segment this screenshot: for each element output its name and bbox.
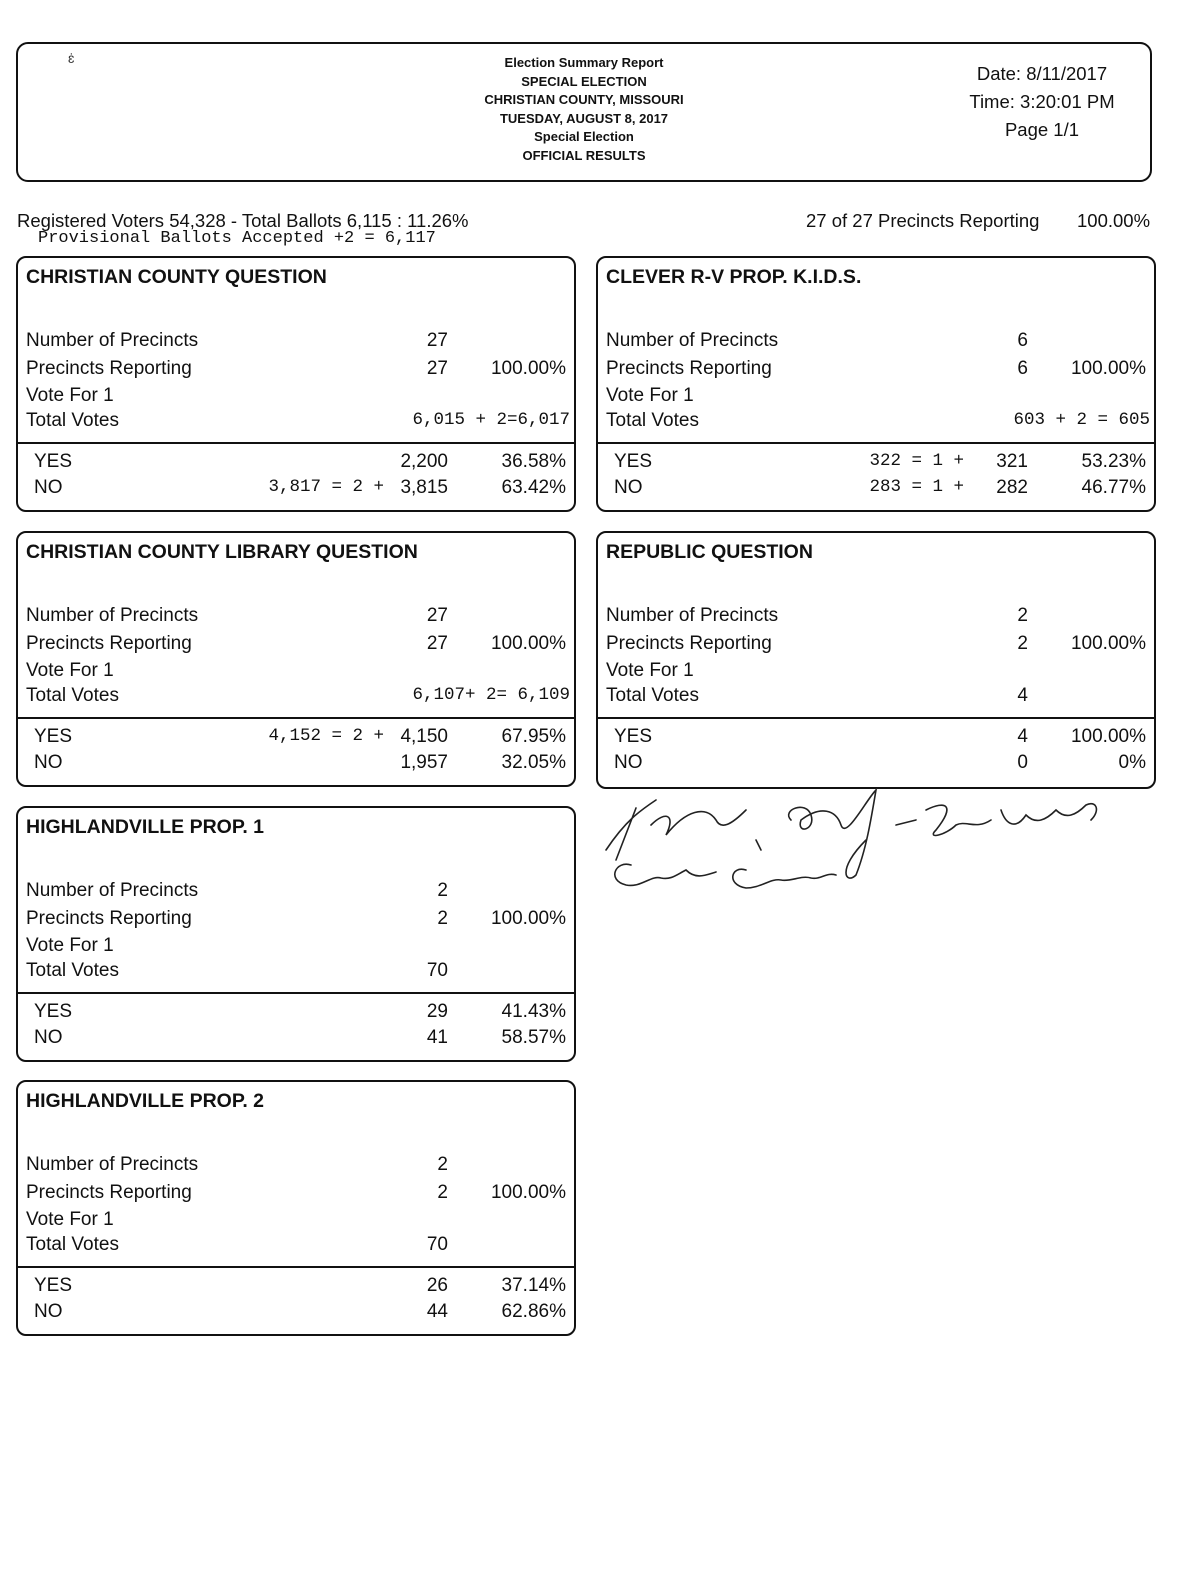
precincts-reporting-value: 6 — [1017, 358, 1028, 379]
precincts-reporting-pct: 100.00% — [1070, 358, 1146, 379]
vote-for-row — [18, 660, 574, 687]
vote-for-row — [598, 660, 1154, 687]
yes-handwritten-note: 4,152 = 2 + — [268, 726, 384, 746]
vote-for-label: Vote For 1 — [26, 660, 114, 681]
no-votes: 41 — [426, 1027, 448, 1048]
yes-row — [18, 451, 574, 478]
yes-row — [18, 1275, 574, 1302]
results-divider — [598, 442, 1154, 444]
no-label: NO — [34, 1301, 63, 1322]
results-divider — [18, 992, 574, 994]
no-handwritten-note: 3,817 = 2 + — [268, 477, 384, 497]
no-pct: 0% — [1118, 752, 1146, 773]
yes-pct: 67.95% — [501, 726, 566, 747]
yes-votes: 4,150 — [400, 726, 448, 747]
total-votes-value: 6,015 + 2=6,017 — [412, 410, 570, 430]
results-divider — [18, 442, 574, 444]
yes-row — [18, 1001, 574, 1028]
contest-box — [16, 806, 576, 1062]
results-status: OFFICIAL RESULTS — [522, 147, 646, 163]
yes-votes: 26 — [426, 1275, 448, 1296]
contest-title: HIGHLANDVILLE PROP. 2 — [26, 1090, 265, 1112]
provisional-ballots-note: Provisional Ballots Accepted +2 = 6,117 — [38, 229, 436, 248]
total-votes-value: 603 + 2 = 605 — [1013, 410, 1150, 430]
total-votes-label: Total Votes — [606, 410, 699, 431]
num-precincts-label: Number of Precincts — [26, 605, 199, 626]
total-votes-value: 70 — [426, 960, 448, 981]
num-precincts-label: Number of Precincts — [606, 605, 779, 626]
contest-box — [16, 256, 576, 512]
precincts-reporting-row — [18, 1182, 574, 1209]
precincts-reporting-label: Precincts Reporting — [26, 1182, 192, 1203]
total-votes-value: 4 — [1017, 685, 1028, 706]
precincts-reporting-row — [18, 358, 574, 385]
num-precincts-row — [598, 330, 1154, 357]
total-votes-value: 70 — [426, 1234, 448, 1255]
precincts-reporting-value: 27 — [426, 358, 448, 379]
no-label: NO — [614, 752, 643, 773]
total-votes-row — [598, 685, 1154, 712]
no-row — [18, 752, 574, 779]
signatures-image — [596, 780, 1116, 900]
vote-for-label: Vote For 1 — [606, 385, 694, 406]
precincts-reporting-row — [18, 633, 574, 660]
no-votes: 44 — [426, 1301, 448, 1322]
report-header — [16, 42, 1152, 182]
yes-row — [18, 726, 574, 753]
results-divider — [598, 717, 1154, 719]
precincts-reporting-value: 2 — [437, 1182, 448, 1203]
num-precincts-value: 2 — [437, 1154, 448, 1175]
election-type: SPECIAL ELECTION — [521, 73, 647, 89]
no-handwritten-note: 283 = 1 + — [869, 477, 964, 497]
precincts-reporting-summary: 27 of 27 Precincts Reporting — [806, 210, 1040, 231]
no-row — [18, 1027, 574, 1054]
precincts-reporting-row — [18, 908, 574, 935]
vote-for-row — [18, 385, 574, 412]
yes-pct: 100.00% — [1070, 726, 1146, 747]
contest-title: CLEVER R-V PROP. K.I.D.S. — [606, 266, 862, 288]
precincts-reporting-label: Precincts Reporting — [26, 908, 192, 929]
vote-for-label: Vote For 1 — [26, 385, 114, 406]
precincts-reporting-pct: 100.00% — [490, 908, 566, 929]
precincts-reporting-row — [598, 633, 1154, 660]
num-precincts-row — [18, 1154, 574, 1181]
precincts-reporting-pct: 100.00% — [490, 358, 566, 379]
total-votes-row — [18, 960, 574, 987]
no-pct: 63.42% — [501, 477, 566, 498]
num-precincts-label: Number of Precincts — [26, 330, 199, 351]
report-date: Date: 8/11/2017 — [976, 63, 1108, 84]
precincts-reporting-label: Precincts Reporting — [606, 358, 772, 379]
yes-row — [598, 726, 1154, 753]
no-votes: 3,815 — [400, 477, 448, 498]
no-row — [598, 477, 1154, 504]
precincts-reporting-pct: 100.00% — [490, 633, 566, 654]
yes-label: YES — [34, 1275, 73, 1296]
county-name: CHRISTIAN COUNTY, MISSOURI — [484, 92, 684, 107]
vote-for-row — [598, 385, 1154, 412]
no-pct: 62.86% — [501, 1301, 566, 1322]
yes-votes: 2,200 — [400, 451, 448, 472]
precincts-reporting-value: 27 — [426, 633, 448, 654]
no-pct: 32.05% — [501, 752, 566, 773]
contest-box — [16, 531, 576, 787]
total-votes-label: Total Votes — [26, 685, 119, 706]
total-votes-label: Total Votes — [606, 685, 699, 706]
election-date: TUESDAY, AUGUST 8, 2017 — [499, 110, 669, 126]
no-row — [598, 752, 1154, 779]
yes-label: YES — [614, 726, 653, 747]
contest-title: HIGHLANDVILLE PROP. 1 — [26, 816, 265, 838]
num-precincts-row — [18, 330, 574, 357]
num-precincts-row — [598, 605, 1154, 632]
precincts-reporting-pct: 100.00% — [1077, 210, 1151, 231]
report-time: Time: 3:20:01 PM — [969, 91, 1115, 112]
vote-for-row — [18, 935, 574, 962]
report-title: Election Summary Report — [504, 55, 664, 70]
num-precincts-value: 6 — [1017, 330, 1028, 351]
yes-pct: 37.14% — [501, 1275, 566, 1296]
no-pct: 58.57% — [501, 1027, 566, 1048]
precincts-reporting-label: Precincts Reporting — [26, 633, 192, 654]
precincts-reporting-label: Precincts Reporting — [26, 358, 192, 379]
num-precincts-label: Number of Precincts — [26, 880, 199, 901]
contest-title: CHRISTIAN COUNTY QUESTION — [26, 266, 327, 288]
no-label: NO — [34, 1027, 63, 1048]
page-number: Page 1/1 — [1004, 119, 1080, 140]
contest-box — [596, 531, 1156, 789]
total-votes-label: Total Votes — [26, 1234, 119, 1255]
no-row — [18, 477, 574, 504]
contest-box — [16, 1080, 576, 1336]
total-votes-row — [18, 1234, 574, 1261]
yes-label: YES — [34, 1001, 73, 1022]
results-divider — [18, 1266, 574, 1268]
num-precincts-value: 27 — [426, 605, 448, 626]
total-votes-label: Total Votes — [26, 410, 119, 431]
precincts-reporting-pct: 100.00% — [490, 1182, 566, 1203]
yes-pct: 53.23% — [1081, 451, 1146, 472]
total-votes-row — [18, 685, 574, 712]
yes-votes: 4 — [1017, 726, 1028, 747]
precincts-reporting-value: 2 — [437, 908, 448, 929]
num-precincts-row — [18, 880, 574, 907]
yes-votes: 321 — [996, 451, 1028, 472]
yes-label: YES — [614, 451, 653, 472]
precincts-reporting-label: Precincts Reporting — [606, 633, 772, 654]
total-votes-row — [598, 410, 1154, 437]
yes-label: YES — [34, 726, 73, 747]
yes-pct: 41.43% — [501, 1001, 566, 1022]
no-votes: 282 — [996, 477, 1028, 498]
registered-voters-summary: Registered Voters 54,328 - Total Ballots 6,115 : 11.26% — [17, 210, 469, 231]
yes-pct: 36.58% — [501, 451, 566, 472]
results-divider — [18, 717, 574, 719]
num-precincts-value: 27 — [426, 330, 448, 351]
no-label: NO — [34, 752, 63, 773]
vote-for-row — [18, 1209, 574, 1236]
contest-box — [596, 256, 1156, 512]
num-precincts-row — [18, 605, 574, 632]
num-precincts-label: Number of Precincts — [26, 1154, 199, 1175]
yes-row — [598, 451, 1154, 478]
no-row — [18, 1301, 574, 1328]
no-votes: 1,957 — [400, 752, 448, 773]
no-pct: 46.77% — [1081, 477, 1146, 498]
num-precincts-value: 2 — [1017, 605, 1028, 626]
election-name: Special Election — [534, 129, 634, 144]
total-votes-value: 6,107+ 2= 6,109 — [412, 685, 570, 705]
precincts-reporting-pct: 100.00% — [1070, 633, 1146, 654]
yes-votes: 29 — [426, 1001, 448, 1022]
contest-title: REPUBLIC QUESTION — [606, 541, 813, 563]
no-label: NO — [34, 477, 63, 498]
contest-title: CHRISTIAN COUNTY LIBRARY QUESTION — [26, 541, 418, 563]
report-meta — [942, 60, 1142, 144]
vote-for-label: Vote For 1 — [606, 660, 694, 681]
total-votes-row — [18, 410, 574, 437]
vote-for-label: Vote For 1 — [26, 935, 114, 956]
total-votes-label: Total Votes — [26, 960, 119, 981]
num-precincts-value: 2 — [437, 880, 448, 901]
no-label: NO — [614, 477, 643, 498]
vote-for-label: Vote For 1 — [26, 1209, 114, 1230]
num-precincts-label: Number of Precincts — [606, 330, 779, 351]
scan-mark: ɛ̇ — [68, 50, 75, 66]
yes-handwritten-note: 322 = 1 + — [869, 451, 964, 471]
no-votes: 0 — [1017, 752, 1028, 773]
precincts-reporting-value: 2 — [1017, 633, 1028, 654]
precincts-reporting-row — [598, 358, 1154, 385]
yes-label: YES — [34, 451, 73, 472]
